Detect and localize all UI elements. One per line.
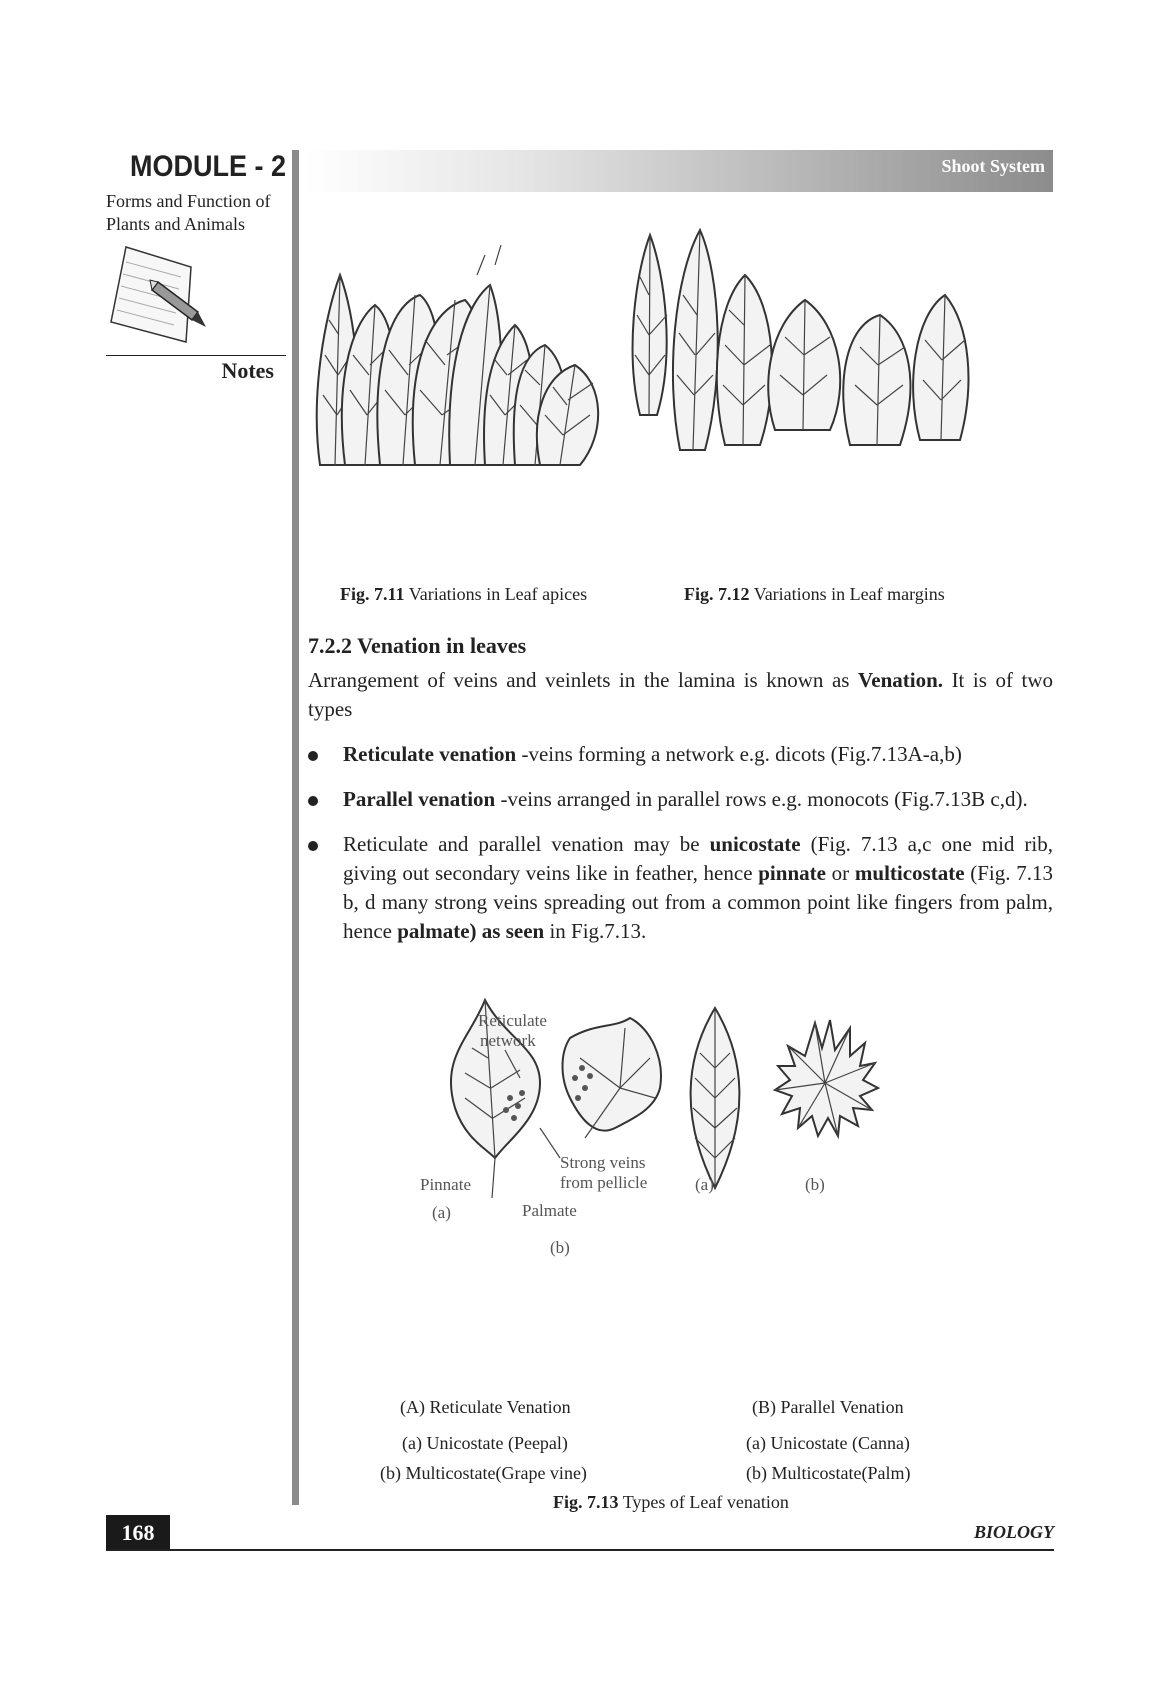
intro-post: It is of two types [308, 668, 1054, 721]
bullet3-b4: palmate) as seen [397, 919, 545, 943]
list-item [308, 785, 1053, 814]
fig-7-13-text: Types of Leaf venation [622, 1492, 789, 1512]
fig-7-12-number: Fig. 7.12 [684, 584, 750, 604]
bullet3-t5: in Fig.7.13. [544, 919, 647, 943]
bullet-dot [308, 751, 318, 761]
bullet-dot [308, 841, 318, 851]
footer-rule [106, 1549, 1054, 1551]
bullet-bold: Reticulate venation [343, 742, 517, 766]
bullet3-t2: (Fig. 7.13 a,c one mid rib, giving out secondary veins like in feather, hence [343, 832, 1053, 885]
legend-right-a: (a) Unicostate (Canna) [746, 1433, 910, 1453]
label-pinnate: Pinnate [420, 1175, 471, 1194]
bullet-list [308, 740, 1053, 962]
bullet-text: -veins arranged in parallel rows e.g. monocots (Fig.7.13B c,d). [495, 787, 1028, 811]
label-a2: (a) [695, 1175, 714, 1194]
label-a1: (a) [432, 1203, 451, 1222]
fig-7-11-number: Fig. 7.11 [340, 584, 405, 604]
label-network: network [480, 1031, 536, 1050]
bullet3-b3: multicostate [854, 861, 965, 885]
leaf-apices-figure [317, 245, 598, 465]
legend-left-b: (b) Multicostate(Grape vine) [380, 1463, 587, 1483]
module-subtitle [106, 190, 286, 236]
notes-label: Notes [221, 358, 274, 383]
intro-bold: Venation. [858, 668, 944, 692]
fig-7-11-caption [340, 584, 587, 605]
bullet3-t1: Reticulate and parallel venation may be [343, 832, 710, 856]
list-item [308, 740, 1053, 769]
leaf-illustrations-top [305, 215, 1055, 515]
label-b1: (b) [550, 1238, 570, 1257]
fig-7-12-caption [684, 584, 945, 605]
legend-right-title: (B) Parallel Venation [752, 1397, 904, 1417]
footer-subject: BIOLOGY [974, 1522, 1054, 1542]
legend-left-title: (A) Reticulate Venation [400, 1397, 571, 1417]
bullet3-b2: pinnate [758, 861, 826, 885]
bullet-text: -veins forming a network e.g. dicots (Fig.7.13A-a,b) [516, 742, 962, 766]
bullet3-t3: or [825, 861, 855, 885]
fig-7-11-text: Variations in Leaf apices [408, 584, 588, 604]
fig-7-12-text: Variations in Leaf margins [753, 584, 945, 604]
bullet3-t4: (Fig. 7.13 b, d many strong veins spreading out from a common point like fingers from palm, hence [343, 861, 1053, 943]
fig-7-13-number: Fig. 7.13 [553, 1492, 619, 1512]
label-palmate: Palmate [522, 1201, 577, 1220]
legend-left-a: (a) Unicostate (Peepal) [402, 1433, 568, 1453]
section-intro [308, 666, 1053, 724]
margin-vertical-bar [292, 150, 299, 1505]
list-item [308, 830, 1053, 946]
notes-box [106, 242, 286, 382]
venation-figure [410, 998, 1030, 1318]
module-title: MODULE - 2 [129, 150, 286, 183]
legend-right-b: (b) Multicostate(Palm) [746, 1463, 911, 1483]
module-subtitle-line2: Plants and Animals [106, 214, 245, 234]
notes-pencil-icon [106, 242, 286, 354]
label-strong-veins: Strong veins [560, 1153, 646, 1172]
intro-pre: Arrangement of veins and veinlets in the lamina is known as [308, 668, 850, 692]
label-b2: (b) [805, 1175, 825, 1194]
bullet-bold: Parallel venation [343, 787, 496, 811]
bullet3-b1: unicostate [709, 832, 801, 856]
fig-7-13-caption [553, 1492, 789, 1513]
leaf-margins-figure [633, 230, 969, 450]
label-reticulate: Reticulate [478, 1011, 547, 1030]
bullet-dot [308, 796, 318, 806]
label-from-pellicle: from pellicle [560, 1173, 648, 1192]
page-number: 168 [106, 1515, 170, 1550]
module-subtitle-line1: Forms and Function of [106, 191, 271, 211]
chapter-header-title: Shoot System [941, 156, 1045, 176]
section-heading: 7.2.2 Venation in leaves [308, 633, 527, 658]
chapter-header-bar [305, 150, 1053, 192]
notes-divider [106, 355, 286, 356]
